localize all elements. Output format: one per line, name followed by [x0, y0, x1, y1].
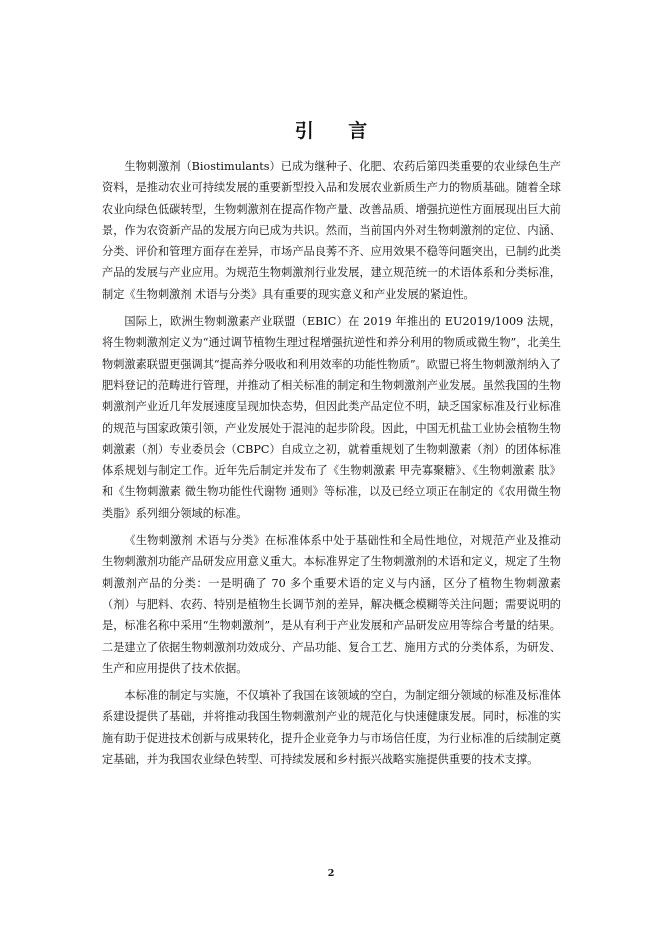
page-number: 2	[327, 868, 335, 879]
page-title: 引 言	[294, 120, 382, 142]
paragraph-international: 国际上，欧洲生物刺激素产业联盟（EBIC）在 2019 年推出的 EU2019/1009 法规，将生物刺激剂定义为“通过调节植物生理过程增强抗逆性和养分利用的物质或微生物”，北美生物刺激素联盟更强调其“提高养分吸收和利用效率的功能性物质”。欧盟已将生物刺激剂纳入了肥料登记的范畴进行管理，并推动了相关标准的制定和生物刺激剂产业发展。虽然我国的生物刺激剂产业近几年发展速度呈现加快态势，但因此类产品定位不明，缺乏国家标准及行业标准的规范与国家政策引领，产业发展处于混沌的起步阶段。因此，中国无机盐工业协会植物生物刺激素（剂）专业委员会（CBPC）自成立之初，就着重规划了生物刺激素（剂）的团体标准体系规划与制定工作。近年先后制定并发布了《生物刺激素 甲壳寡聚糖》、《生物刺激素 肽》和《生物刺激素 微生物功能性代谢物 通则》等标准，以及已经立项正在制定的《农用微生物类脂》系列细分领域的标准。	[102, 315, 561, 520]
paragraph-intro: 生物刺激剂（Biostimulants）已成为继种子、化肥、农药后第四类重要的农业绿色生产资料，是推动农业可持续发展的重要新型投入品和发展农业新质生产力的物质基础。随着全球农业向绿色低碳转型，生物刺激剂在提高作物产量、改善品质、增强抗逆性方面展现出巨大前景，作为农资新产品的发展方向已成为共识。然而，当前国内外对生物刺激剂的定位、内涵、分类、评价和管理方面存在差异，市场产品良莠不齐、应用效果不稳等问题突出，已制约此类产品的发展与产业应用。为规范生物刺激剂行业发展，建立规范统一的术语体系和分类标准，制定《生物刺激剂 术语与分类》具有重要的现实意义和产业发展的紧迫性。	[102, 160, 561, 301]
paragraph-standard-scope: 《生物刺激剂 术语与分类》在标准体系中处于基础性和全局性地位，对规范产业及推动生物刺激剂功能产品研发应用意义重大。本标准界定了生物刺激剂的术语和定义，规定了生物刺激剂产品的分类：一是明确了 70 多个重要术语的定义与内涵，区分了植物生物刺激素（剂）与肥料、农药、特别是植物生长调节剂的差异，解决概念模糊等关注问题；需要说明的是，标准名称中采用“生物刺激剂”，是从有利于产业发展和产品研发应用等综合考量的结果。二是建立了依据生物刺激剂功效成分、产品功能、复合工艺、施用方式的分类体系，为研发、生产和应用提供了技术依据。	[102, 534, 561, 675]
document-body	[102, 156, 561, 776]
paragraph-significance: 本标准的制定与实施，不仅填补了我国在该领域的空白，为制定细分领域的标准及标准体系建设提供了基础，并将推动我国生物刺激剂产业的规范化与快速健康发展。同时，标准的实施有助于促进技术创新与成果转化，提升企业竞争力与市场信任度，为行业标准的后续制定奠定基础，并为我国农业绿色转型、可持续发展和乡村振兴战略实施提供重要的技术支撑。	[102, 689, 561, 767]
